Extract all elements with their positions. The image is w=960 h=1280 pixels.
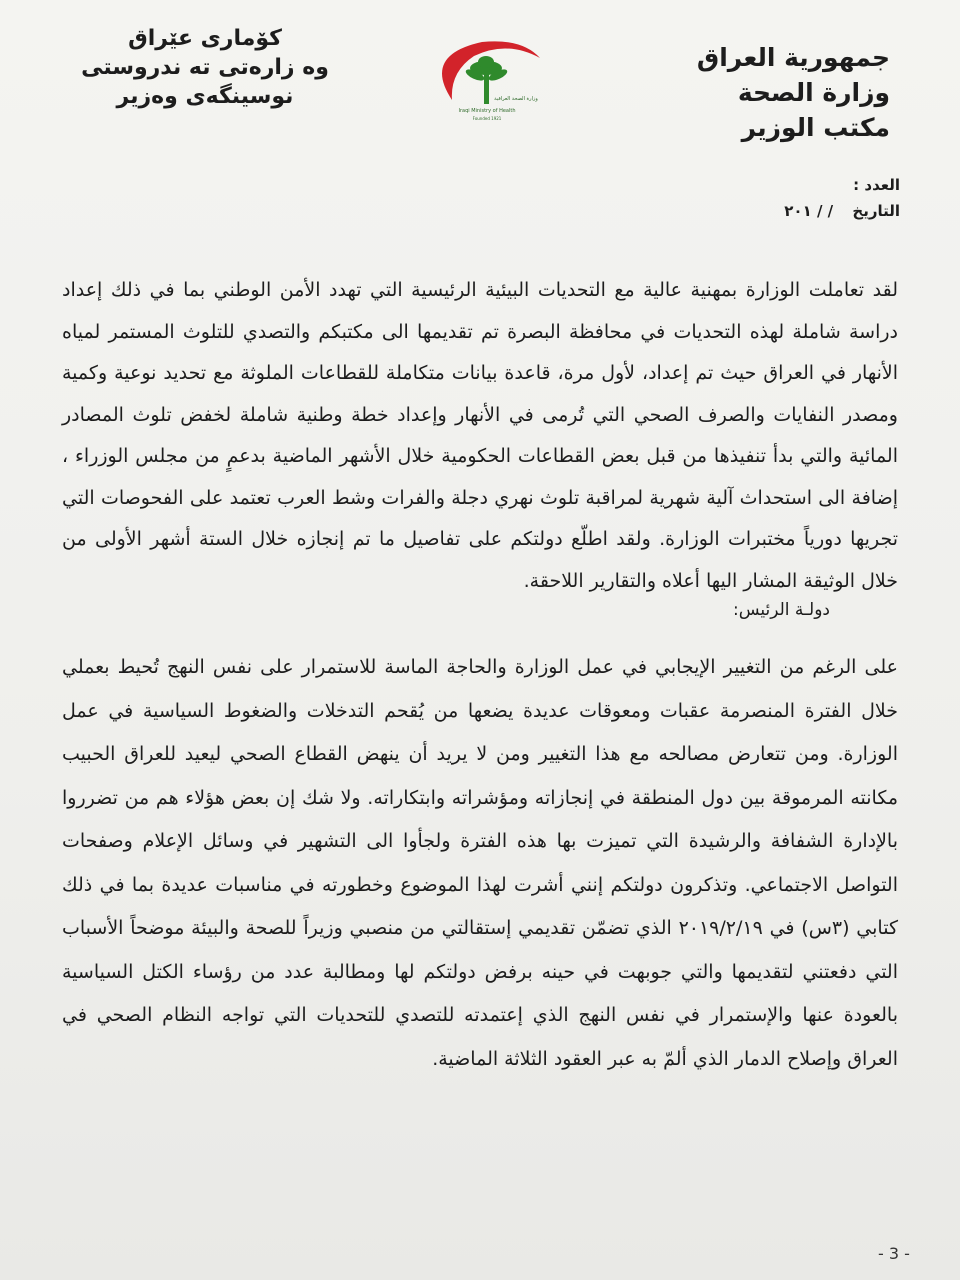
letterhead-line-office: مكتب الوزير [741,113,890,142]
page-number: - 3 - [878,1244,910,1263]
salutation: دولـة الرئيس: [732,600,830,620]
kurdish-line-ministry: وه زارەتی ته ندروستی [81,55,329,80]
letterhead-line-ministry: وزارة الصحة [737,78,890,107]
arabic-letterhead [590,40,890,145]
reference-date-value: / / ٢٠١ [784,202,834,220]
logo-text-arabic: وزارة الصحة العراقية [494,96,538,102]
reference-block [650,176,900,220]
reference-date-label: التاريخ [852,202,900,220]
logo-text-english: Iraqi Ministry of Health [458,108,516,114]
letterhead-line-republic: جمهورية العراق [696,43,890,72]
reference-number: العدد : [853,176,900,194]
body-paragraph-2: على الرغم من التغيير الإيجابي في عمل الوزارة والحاجة الماسة للاستمرار على نفس النهج تُحيط بعملي خلال الفترة المنصرمة عقبات ومعوقات عديدة يضعها من يُقحم التدخلات والضغوط السياسية في عمل الوزارة. ومن تتعارض مصالحه مع هذا التغيير ومن لا يريد أن ينهض القطاع الصحي ليعيد للعراق الحبيب مكانته المرموقة بين دول المنطقة في إنجازاته ومؤشراته وابتكاراته. ولا شك إن بعض هؤلاء هم من تضرروا بالإدارة الشفافة والرشيدة التي تميزت بها هذه الفترة ولجأوا الى التشهير في وسائل الإعلام وصفحات التواصل الاجتماعي. وتذكرون دولتكم إنني أشرت لهذا الموضوع وخطورته في مناسبات عديدة بما في ذلك كتابي (٣س) في ٢٠١٩/٢/١٩ الذي تضمّن تقديمي إستقالتي من منصبي وزيراً للصحة والبيئة موضحاً الأسباب التي دفعتني لتقديمها والتي جوبهت في حينه برفض دولتكم لها ومطالبة عدد من رؤساء الكتل السياسية بالعودة عنها والإستمرار في نفس النهج الذي إعتمدته للتصدي للتحديات التي تواجه النظام الصحي في العراق وإصلاح الدمار الذي ألمّ به عبر العقود الثلاثة الماضية. [62,656,898,1070]
kurdish-line-office: نوسینگەی وەزیر [116,84,294,109]
ministry-logo [412,30,562,130]
reference-date-row [650,202,900,220]
kurdish-letterhead [70,24,340,111]
body-paragraph-1: لقد تعاملت الوزارة بمهنية عالية مع التحديات البيئية الرئيسية التي تهدد الأمن الوطني بما في ذلك إعداد دراسة شاملة لهذه التحديات في محافظة البصرة تم تقديمها الى مكتبكم والتصدي للتلوث المستمر لمياه الأنهار في العراق حيث تم إعداد، لأول مرة، قاعدة بيانات متكاملة للقطاعات الملوثة مع تحديد نوعية وكمية ومصدر النفايات والصرف الصحي التي تُرمى في الأنهار وإعداد خطة وطنية شاملة لخفض تلوث المصادر المائية والتي بدأ تنفيذها من قبل بعض القطاعات الحكومية خلال الأشهر الماضية بدعمٍ من مجلس الوزراء ، إضافة الى استحداث آلية شهرية لمراقبة تلوث نهري دجلة والفرات وشط العرب تعتمد على الفحوصات التي تجريها دورياً مختبرات الوزارة. ولقد اطلّع دولتكم على تفاصيل ما تم إنجازه خلال الستة أشهر الأولى من خلال الوثيقة المشار اليها أعلاه والتقارير اللاحقة. [62,279,898,592]
logo-text-founded: Founded 1921 [472,116,502,121]
kurdish-line-republic: کۆماری عێراق [128,26,282,51]
